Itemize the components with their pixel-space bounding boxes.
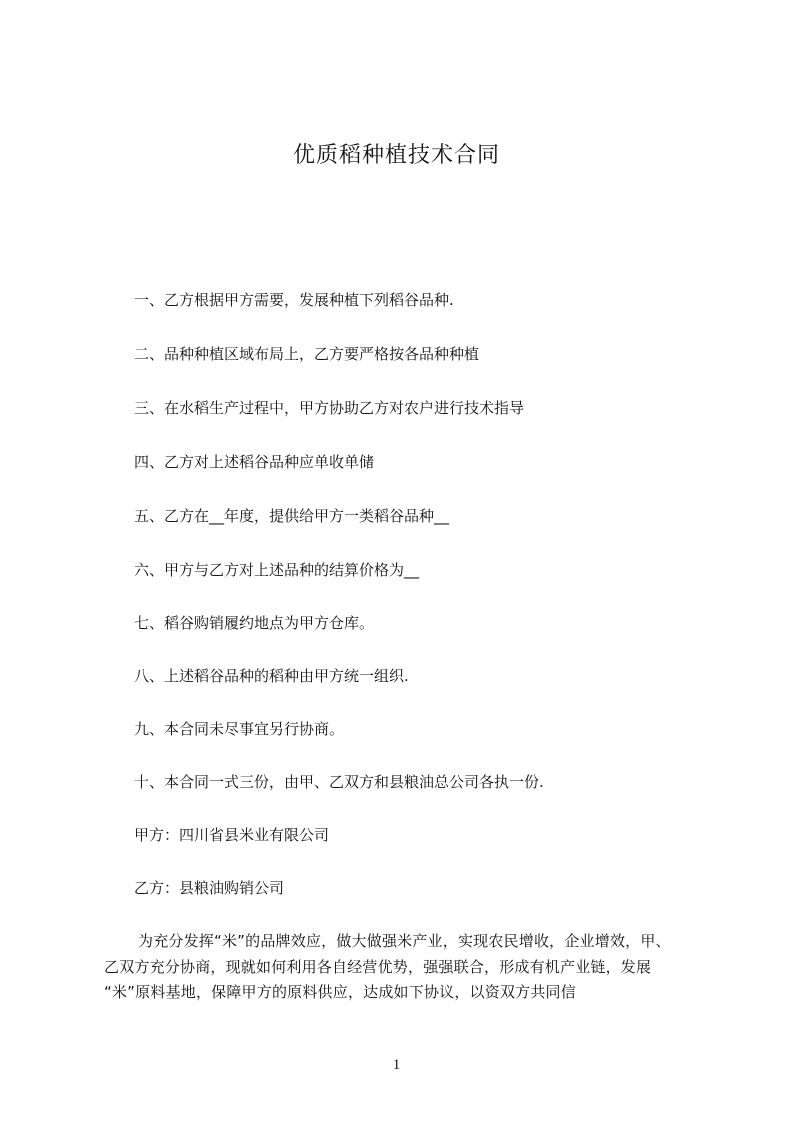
page-number: 1 bbox=[392, 1057, 401, 1073]
clause-4: 四、乙方对上述稻谷品种应单收单储 bbox=[134, 453, 375, 471]
clause-1: 一、乙方根据甲方需要，发展种植下列稻谷品种. bbox=[134, 291, 454, 309]
party-b-line: 乙方：县粮油购销公司 bbox=[134, 879, 285, 897]
intro-line-2: 乙双方充分协商，现就如何利用各自经营优势，强强联合，形成有机产业链，发展 bbox=[104, 957, 652, 976]
party-a-line: 甲方：四川省县米业有限公司 bbox=[134, 826, 330, 844]
clause-10: 十、本合同一式三份，由甲、乙双方和县粮油总公司各执一份. bbox=[134, 773, 544, 791]
intro-line-3: “米”原料基地，保障甲方的原料供应，达成如下协议，以资双方共同信 bbox=[104, 983, 576, 1001]
clause-3: 三、在水稻生产过程中，甲方协助乙方对农户进行技术指导 bbox=[134, 399, 525, 417]
intro-line-1: 为充分发挥“米”的品牌效应，做大做强米产业，实现农民增收，企业增效，甲、 bbox=[138, 932, 671, 950]
clause-8: 八、上述稻谷品种的稻种由甲方统一组织. bbox=[134, 667, 409, 685]
clause-2: 二、品种种植区域布局上，乙方要严格按各品种种植 bbox=[134, 345, 480, 363]
clause-6: 六、甲方与乙方对上述品种的结算价格为__ bbox=[134, 561, 420, 579]
intro-paragraph bbox=[104, 929, 716, 1006]
clause-7: 七、稻谷购销履约地点为甲方仓库。 bbox=[134, 614, 375, 632]
clause-9: 九、本合同未尽事宜另行协商。 bbox=[134, 720, 345, 738]
clause-5: 五、乙方在__年度，提供给甲方一类稻谷品种__ bbox=[134, 507, 450, 525]
document-title: 优质稻种植技术合同 bbox=[292, 143, 500, 168]
